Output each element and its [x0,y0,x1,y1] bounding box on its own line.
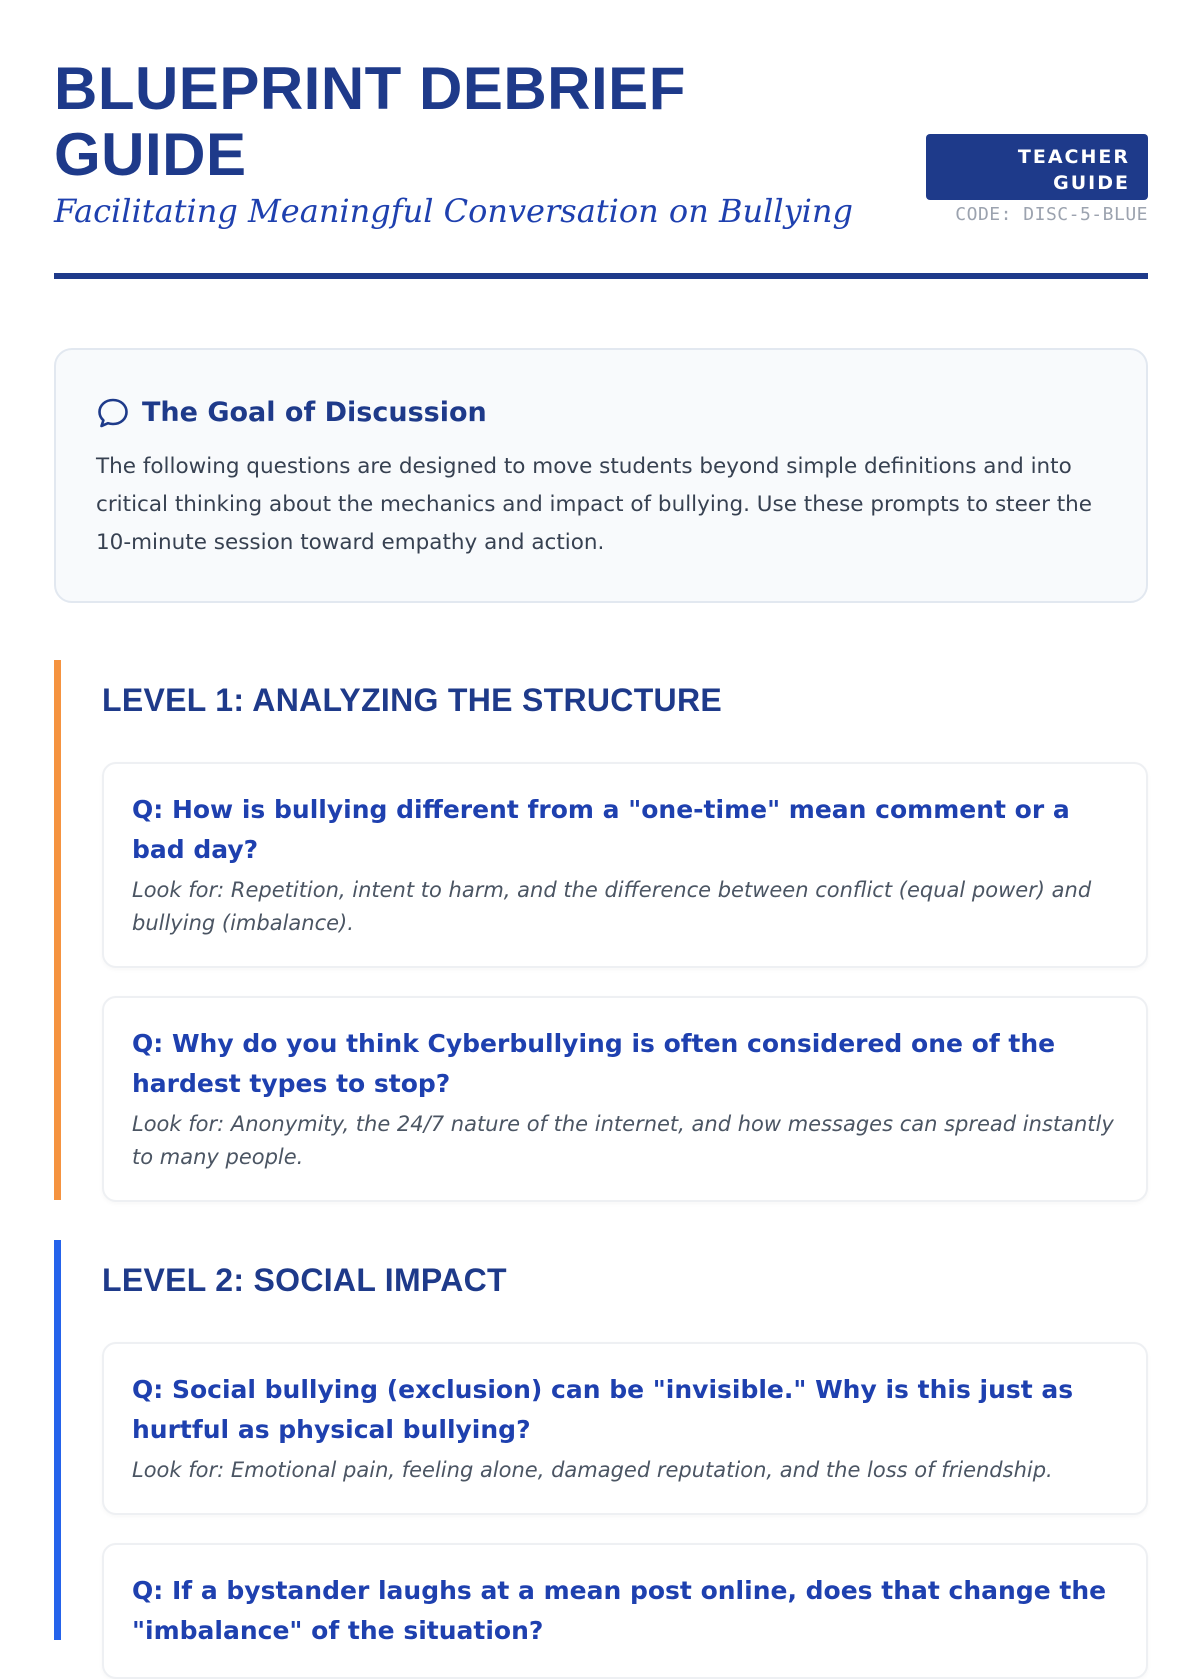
question-card [102,1342,1148,1515]
question-card [102,1543,1148,1679]
level-1-title: LEVEL 1: ANALYZING THE STRUCTURE [102,682,723,718]
question-card [102,762,1148,968]
header-divider [54,273,1148,279]
document-header [54,56,1148,286]
question-text: Q: If a bystander laughs at a mean post online, does that change the "imbalance" of the situation? [132,1576,1107,1645]
goal-heading-text: The Goal of Discussion [142,397,487,428]
document-code: CODE: DISC-5-BLUE [955,204,1148,225]
question-text: Q: Why do you think Cyberbullying is often considered one of the hardest types to stop? [132,1029,1056,1098]
page-subtitle: Facilitating Meaningful Conversation on Bullying [54,192,853,230]
look-for-text: Look for: Repetition, intent to harm, and the difference between conflict (equal power) and bullying (imbalance). [132,878,1092,935]
question-card [102,996,1148,1202]
level-1-accent-bar [54,660,61,1200]
level-2-accent-bar [54,1240,61,1640]
speech-bubble-icon [96,396,130,430]
level-1-section [54,660,1148,1200]
look-for-text: Look for: Emotional pain, feeling alone, damaged reputation, and the loss of friendship. [132,1458,1053,1482]
page-title: BLUEPRINT DEBRIEF GUIDE [54,55,686,188]
goal-callout [54,348,1148,603]
teacher-guide-badge: TEACHER GUIDE [926,134,1148,200]
level-2-section [54,1240,1148,1645]
question-text: Q: Social bullying (exclusion) can be "invisible." Why is this just as hurtful as physical bullying? [132,1375,1074,1444]
question-text: Q: How is bullying different from a "one-time" mean comment or a bad day? [132,795,1070,864]
goal-text: The following questions are designed to move students beyond simple definitions and into critical thinking about the mechanics and impact of bullying. Use these prompts to steer the 10-minute session toward empathy and action. [96,454,1093,555]
look-for-text: Look for: Anonymity, the 24/7 nature of the internet, and how messages can spread instantly to many people. [132,1112,1114,1169]
goal-heading [96,394,1106,432]
level-2-title: LEVEL 2: SOCIAL IMPACT [102,1262,507,1298]
